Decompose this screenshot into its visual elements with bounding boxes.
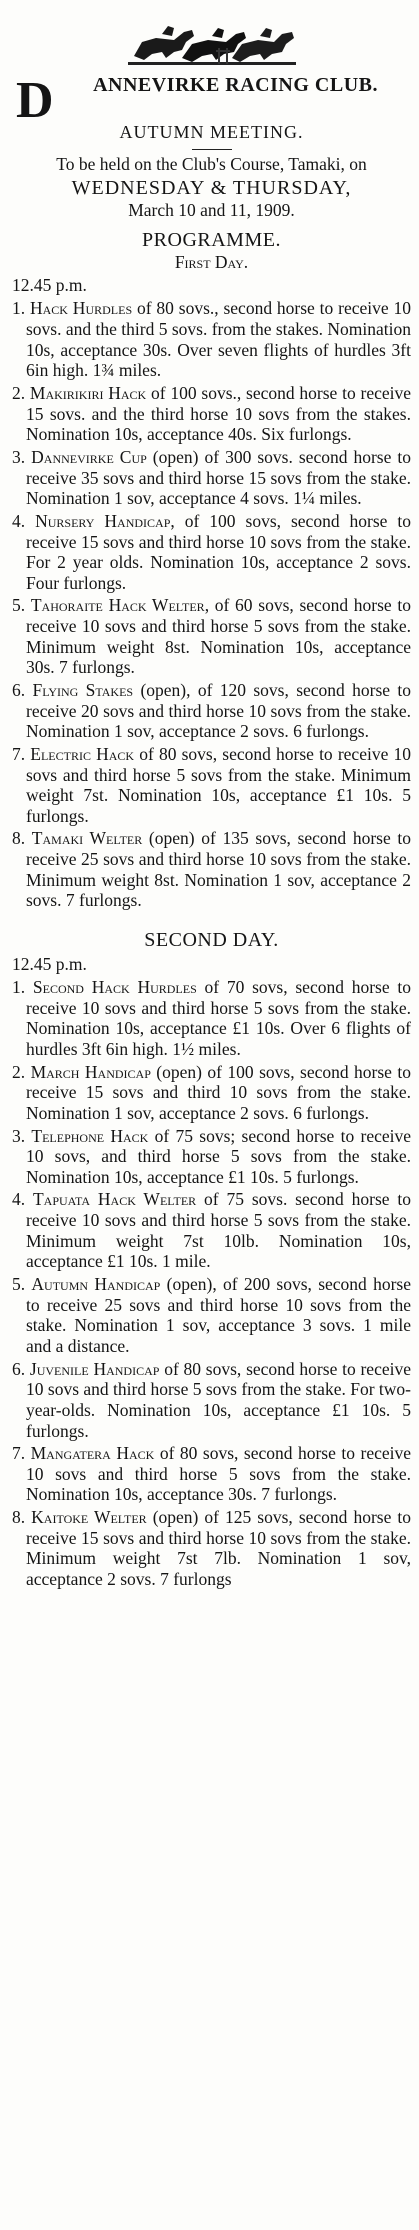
race-item: 4. Tapuata Hack Welter of 75 sovs. second horse to receive 10 sovs and third horse 5 sovs from the stake. Minimum weight 7st 10lb. Nomination 10s, acceptance £1 10s. 1 mile.	[12, 1189, 412, 1272]
race-item: 2. Makirikiri Hack of 100 sovs., second horse to receive 15 sovs. and the third horse 10 sovs from the stakes. Nomination 10s, acceptance 40s. Six furlongs.	[12, 383, 411, 445]
intro-text: To be held on the Club's Course, Tamaki, on	[56, 153, 367, 174]
race-item: 3. Dannevirke Cup (open) of 300 sovs. second horse to receive 35 sovs and third horse 15 sovs from the stake. Nomination 1 sov, acceptance 4 sovs. 1¼ miles.	[12, 446, 412, 509]
day-two-races	[12, 977, 411, 1590]
day-two-start-time: 12.45 p.m.	[12, 954, 87, 975]
race-item: 8. Kaitoke Welter (open) of 125 sovs, second horse to receive 15 sovs and third horse 10 sovs from the stake. Minimum weight 7st 7lb. Nomination 1 sov, acceptance 2 sovs. 7 furlongs	[12, 1507, 412, 1589]
race-item: 3. Telephone Hack of 75 sovs; second horse to receive 10 sovs, and third horse 5 sovs from the stake. Nomination 10s, acceptance £1 10s. 5 furlongs.	[12, 1125, 411, 1187]
racehorses-illustration	[122, 4, 302, 70]
day-one-races	[12, 298, 411, 911]
day-one-start-time: 12.45 p.m.	[12, 275, 87, 296]
day-one-label: First Day.	[174, 252, 249, 273]
race-item: 6. Flying Stakes (open), of 120 sovs, second horse to receive 20 sovs and third horse 10 sovs from the stake. Nomination 1 sov, acceptance 2 sovs. 6 furlongs.	[12, 680, 411, 742]
race-item: 7. Mangatera Hack of 80 sovs, second horse to receive 10 sovs and third horse 5 sovs from the stake. Nomination 10s, acceptance 30s. 7 furlongs.	[12, 1443, 411, 1505]
race-item: 5. Autumn Handicap (open), of 200 sovs, second horse to receive 25 sovs and third horse 10 sovs from the stake. Nomination 1 sov, acceptance 3 sovs. 1 mile and a distance.	[12, 1274, 411, 1356]
race-item: 6. Juvenile Handicap of 80 sovs, second horse to receive 10 sovs and third horse 5 sovs from the stake. For two-year-olds. Nomination 10s, acceptance £1 10s. 5 furlongs.	[12, 1358, 411, 1441]
meeting-days: WEDNESDAY & THURSDAY,	[71, 177, 352, 200]
race-item: 1. Second Hack Hurdles of 70 sovs, second horse to receive 10 sovs and third horse 5 sovs from the stake. Nomination 10s, acceptance £1 10s. Over 6 flights of hurdles 3ft 6in high. 1½ miles.	[12, 977, 412, 1059]
race-item: 4. Nursery Handicap, of 100 sovs, second horse to receive 15 sovs and third horse 10 sovs from the stake. For 2 year olds. Nomination 10s, acceptance 2 sovs. Four furlongs.	[12, 510, 412, 593]
race-item: 8. Tamaki Welter (open) of 135 sovs, second horse to receive 25 sovs and third horse 10 sovs from the stake. Minimum weight 8st. Nomination 1 sov, acceptance 2 sovs. 7 furlongs.	[12, 828, 412, 911]
club-name-drop-cap: D	[16, 72, 55, 129]
divider	[192, 149, 232, 150]
race-item: 5. Tahoraite Hack Welter, of 60 sovs, second horse to receive 10 sovs and third horse 5 sovs from the stake. Minimum weight 8st. Nomination 10s, acceptance 30s. 7 furlongs.	[12, 595, 412, 678]
club-name-text: ANNEVIRKE RACING CLUB.	[93, 74, 378, 96]
programme-title: PROGRAMME.	[142, 229, 281, 252]
day-two-label: SECOND DAY.	[144, 929, 279, 952]
race-item: 1. Hack Hurdles of 80 sovs., second horse to receive 10 sovs. and the third 5 sovs. from the stakes. Nomination 10s, acceptance 30s. Over seven flights of hurdles 3ft 6in high. 1¾ miles.	[12, 298, 411, 381]
meeting-dates: March 10 and 11, 1909.	[128, 200, 295, 221]
race-item: 7. Electric Hack of 80 sovs, second horse to receive 10 sovs and third horse 5 sovs from the stake. Minimum weight 7st. Nomination 10s, acceptance £1 10s. 5 furlongs.	[12, 743, 411, 826]
race-item: 2. March Handicap (open) of 100 sovs, second horse to receive 15 sovs and third 10 sovs from the stake. Nomination 1 sov, acceptance 2 sovs. 6 furlongs.	[12, 1061, 411, 1123]
spacer	[12, 913, 411, 923]
club-name	[12, 72, 411, 129]
meeting-title: AUTUMN MEETING.	[119, 121, 304, 142]
